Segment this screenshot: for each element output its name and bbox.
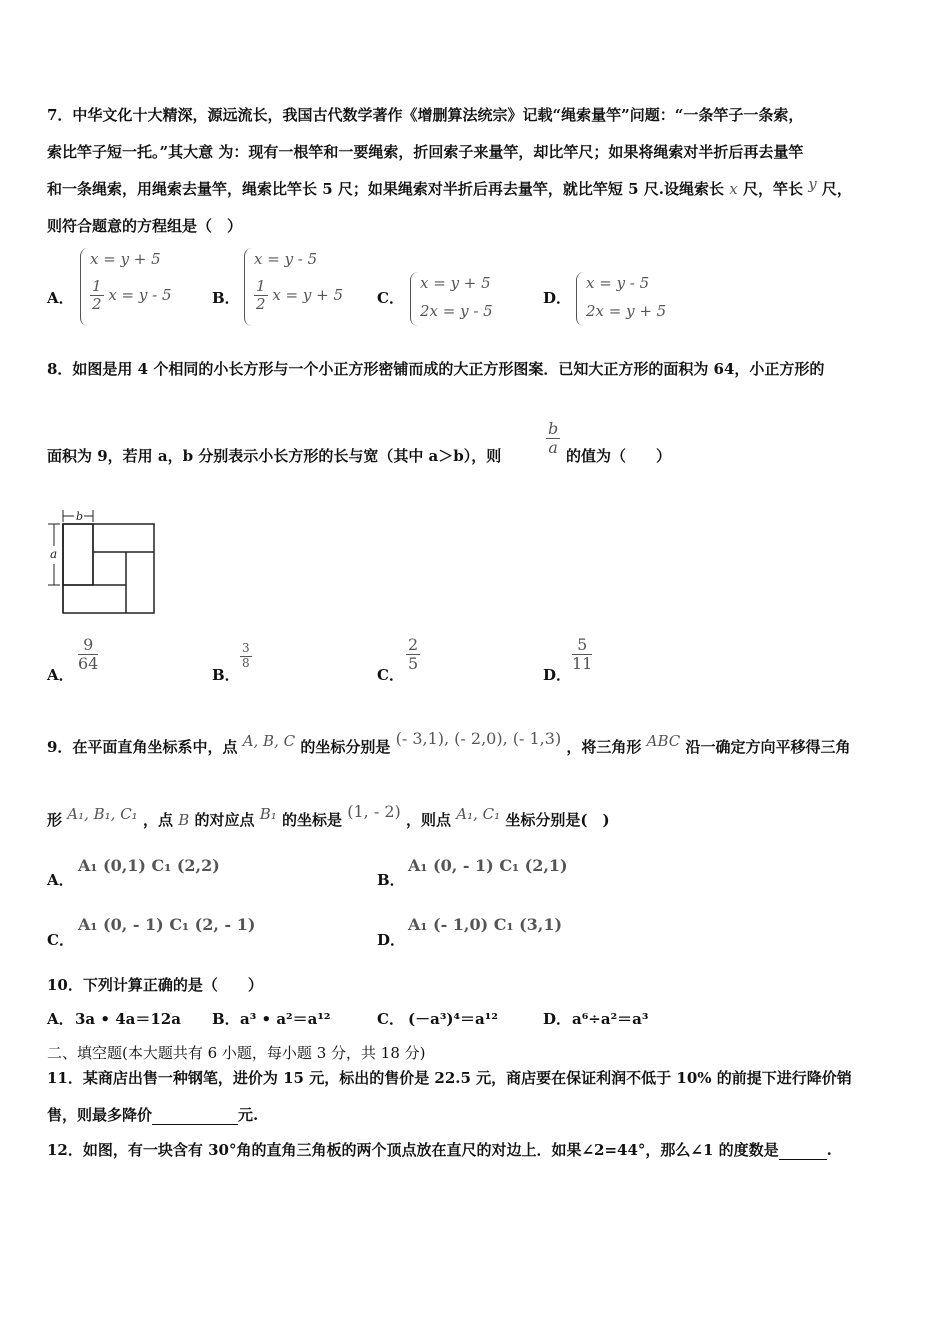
q9-option-c-label[interactable]: C． [47,931,74,949]
q9-option-d-label[interactable]: D． [377,931,406,949]
q9-text9: ，则点 [405,811,451,829]
rect-left-top [63,524,93,585]
q9-text3: ，将三角形 [566,738,642,756]
q7-c-row2: 2x = y - 5 [420,302,493,320]
q7-option-a-system [80,248,190,326]
q7-b-row1: x = y - 5 [254,250,318,268]
q7-option-b-label[interactable]: B． [212,289,240,307]
q7-var-x: x [729,180,738,198]
q7-line3-text3: 尺， [821,180,852,198]
q12-answer-blank[interactable] [779,1141,827,1160]
q11-line1: 11．某商店出售一种钢笔，进价为 15 元，标出的售价是 22.5 元，商店要在保证利润不低于 10% 的前提下进行降价销 [47,1069,852,1087]
q7-a-row2: x = y - 5 [108,285,172,304]
q9-option-a-label[interactable]: A． [47,871,74,889]
q7-line3 [47,175,910,199]
q10-option-d-text: a⁶÷a²＝a³ [572,1010,649,1028]
q7-d-row1: x = y - 5 [586,274,650,292]
q8-option-b-label[interactable]: B． [212,666,240,684]
q9-text10: 坐标分别是( ) [505,811,610,829]
q8-line2-tail: 的值为（ ） [566,447,672,465]
q7-var-y: y [808,175,817,193]
label-a: a [50,547,58,561]
q8-option-c-frac: $\frac{2}{5}$ [408,635,419,674]
q9-tri: ABC [646,732,681,750]
q7-line1: 7．中华文化十大精深，源远流长，我国古代数学著作《增删算法统宗》记载“绳索量竿”问题：“一条竿子一条索， [47,106,804,124]
q10-option-d-label[interactable]: D． [543,1010,572,1028]
q9-text5: 形 [47,811,63,829]
q8-line1: 8．如图是用 4 个相同的小长方形与一个小正方形密铺而成的大正方形图案．已知大正方形的面积为 64，小正方形的 [47,360,825,378]
q12-line1 [47,1139,910,1160]
big-square [63,524,154,613]
q10-option-c-text: (－a³)⁴＝a¹² [408,1010,498,1028]
q8-line2-text: 面积为 9，若用 a，b 分别表示小长方形的长与宽（其中 a＞b），则 [47,447,502,465]
q9-option-b-label[interactable]: B． [377,871,405,889]
q7-line3-text2: 尺，竿长 [742,180,803,198]
q7-option-d-system [576,272,686,326]
q7-line3-text: 和一条绳索，用绳索去量竿，绳索比竿长 5 尺；如果绳索对半折后再去量竿，就比竿短 5 尺.设绳索长 [47,180,724,198]
q10-option-a-text: 3a • 4a＝12a [75,1010,181,1028]
q9-pts-ac: A₁, C₁ [456,805,501,823]
q9-option-d-text: A₁ (- 1,0) C₁ (3,1) [408,915,563,934]
q7-option-a-label[interactable]: A． [47,289,74,307]
q7-d-row2: 2x = y + 5 [586,302,667,320]
q9-text2: 的坐标分别是 [300,738,391,756]
q9-text6: ，点 [142,811,173,829]
q9-points: A, B, C [242,732,296,750]
q10-option-b-label[interactable]: B． [212,1010,240,1028]
q8-square-figure [44,508,159,618]
q10-line1: 10．下列计算正确的是（ ） [47,976,263,994]
q7-line4: 则符合题意的方程组是（ ） [47,217,243,235]
q11-text2: 元. [238,1106,259,1124]
q9-line2 [47,802,910,830]
q8-option-c-label[interactable]: C． [377,666,404,684]
q10-option-a-label[interactable]: A． [47,1010,74,1028]
q12-text2: . [826,1141,832,1159]
q10-option-b-text: a³ • a²＝a¹² [240,1010,331,1028]
q9-coords: (- 3,1), (- 2,0), (- 1,3) [395,729,562,748]
q7-option-d-label[interactable]: D． [543,289,572,307]
q8-option-b-frac: $\frac{3}{8}$ [242,641,250,670]
q10-option-c-label[interactable]: C． [377,1010,404,1028]
q11-line2 [47,1104,910,1125]
q9-option-a-text: A₁ (0,1) C₁ (2,2) [78,856,220,875]
section2-title: 二、填空题(本大题共有 6 小题，每小题 3 分，共 18 分) [47,1044,426,1062]
q9-text7: 的对应点 [194,811,255,829]
q7-option-b-system [244,248,354,326]
q9-text4: 沿一确定方向平移得三角 [685,738,851,756]
q9-b1-coord: (1, - 2) [347,802,401,821]
q12-text1: 12．如图，有一块含有 30°角的直角三角板的两个顶点放在直尺的对边上．如果∠2=44°，那么∠1 的度数是 [47,1141,779,1159]
q7-b-half: $\frac{1}{2}$ [256,277,266,314]
q9-tri1: A₁, B₁, C₁ [67,805,138,823]
q7-line2: 索比竿子短一托。”其大意 为：现有一根竿和一要绳索，折回索子来量竿，却比竿尺；如果将绳索对半折后再去量竿 [47,143,804,161]
q11-text1: 售，则最多降价 [47,1106,153,1124]
q8-option-a-label[interactable]: A． [47,666,74,684]
q7-option-c-label[interactable]: C． [377,289,404,307]
q9-text1: 9．在平面直角坐标系中，点 [47,738,238,756]
q11-answer-blank[interactable] [152,1106,238,1125]
label-b: b [76,510,84,523]
q9-pt-b1: B₁ [259,805,277,823]
q7-c-row1: x = y + 5 [420,274,491,292]
q8-option-d-frac: $\frac{5}{11}$ [572,635,593,674]
q9-option-c-text: A₁ (0, - 1) C₁ (2, - 1) [78,915,256,934]
q7-option-c-system [410,272,520,326]
q8-option-d-label[interactable]: D． [543,666,572,684]
q9-line1 [47,729,910,757]
q7-a-row1: x = y + 5 [90,250,161,268]
q8-option-a-frac: $\frac{9}{64}$ [78,635,99,674]
q7-b-row2: x = y + 5 [272,285,344,304]
q9-option-b-text: A₁ (0, - 1) C₁ (2,1) [408,856,568,875]
q9-pt-b: B [178,811,190,829]
q7-a-half: $\frac{1}{2}$ [92,277,102,314]
q8-ratio-fraction: $\frac{b}{a}$ [548,419,559,458]
q9-text8: 的坐标是 [281,811,342,829]
